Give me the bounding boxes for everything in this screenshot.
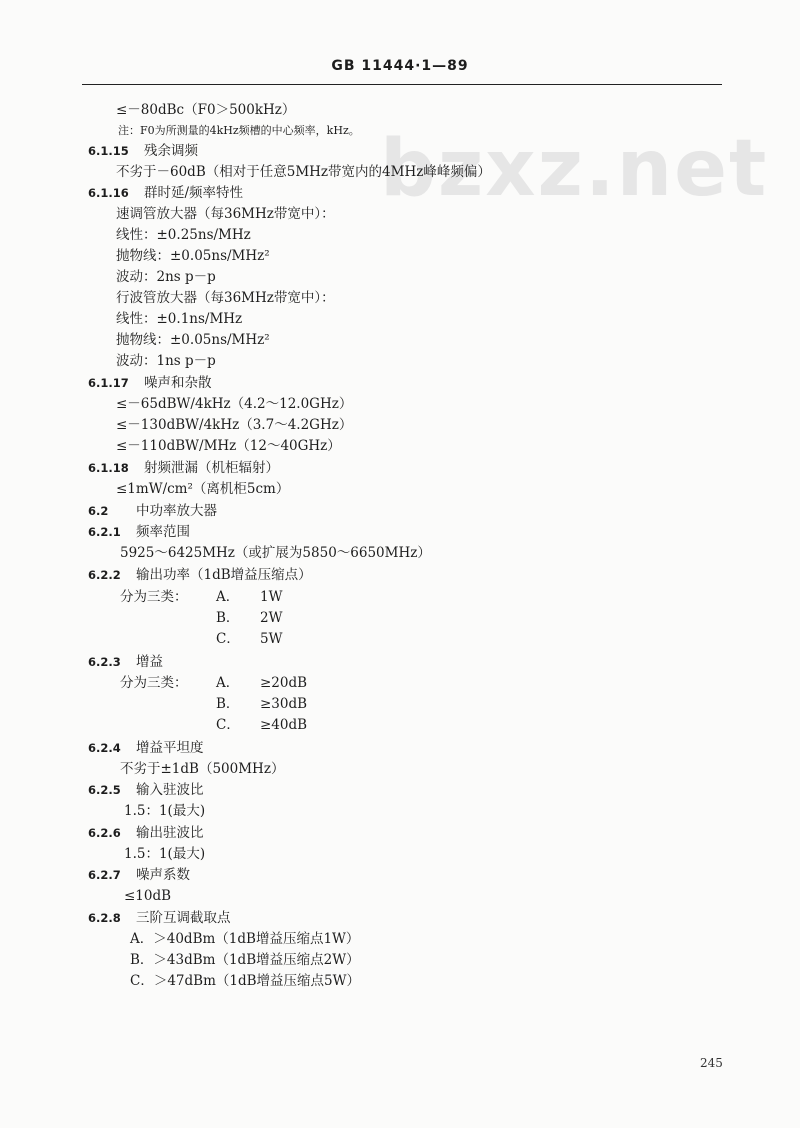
category-row <box>216 630 282 648</box>
section-6-2-6 <box>88 824 204 842</box>
spec-line: 5925～6425MHz（或扩展为5850～6650MHz） <box>120 545 431 561</box>
section-title: 噪声系数 <box>136 867 190 883</box>
spec-line: ≤－130dBW/4kHz（3.7～4.2GHz） <box>116 417 353 433</box>
section-title: 中功率放大器 <box>136 503 217 519</box>
category-row <box>216 695 307 713</box>
section-number: 6.2.2 <box>88 568 121 582</box>
category-row <box>120 588 282 606</box>
header-rule <box>82 84 722 85</box>
option-key: C． <box>216 717 240 733</box>
section-6-2-4 <box>88 739 204 757</box>
spec-line: 1.5：1(最大) <box>124 846 206 862</box>
section-6-1-17 <box>88 374 212 392</box>
section-6-2-8 <box>88 909 231 927</box>
category-label: 分为三类： <box>120 675 188 691</box>
category-label: 分为三类： <box>120 589 188 605</box>
spec-line: ≤10dB <box>124 888 172 904</box>
section-6-2-3 <box>88 653 163 671</box>
spec-line: C．＞47dBm（1dB增益压缩点5W） <box>130 973 360 989</box>
standard-header: GB 11444·1—89 <box>331 58 469 74</box>
section-6-2-5 <box>88 781 204 799</box>
section-number: 6.2.6 <box>88 826 121 840</box>
spec-line: 不劣于±1dB（500MHz） <box>120 761 285 777</box>
section-title: 群时延/频率特性 <box>144 185 244 201</box>
category-row <box>216 716 307 734</box>
note-line: 注：F0为所测量的4kHz频槽的中心频率，kHz。 <box>118 124 360 137</box>
section-number: 6.1.16 <box>88 186 129 200</box>
section-number: 6.1.18 <box>88 461 129 475</box>
spec-line: 抛物线：±0.05ns/MHz² <box>116 248 270 264</box>
spec-line: 线性：±0.1ns/MHz <box>116 311 243 327</box>
section-number: 6.2.3 <box>88 655 121 669</box>
spec-line: ≤－80dBc（F0＞500kHz） <box>116 102 296 118</box>
section-number: 6.2.4 <box>88 741 121 755</box>
section-number: 6.1.17 <box>88 376 129 390</box>
option-key: B． <box>216 610 240 626</box>
spec-line: ≤－110dBW/MHz（12～40GHz） <box>116 438 341 454</box>
section-title: 增益 <box>136 654 163 670</box>
option-key: C． <box>216 631 240 647</box>
option-value: 2W <box>260 610 283 626</box>
section-number: 6.2.8 <box>88 911 121 925</box>
section-title: 三阶互调截取点 <box>136 910 231 926</box>
watermark: bzxz.net <box>380 124 769 214</box>
spec-line: 1.5：1(最大) <box>124 803 206 819</box>
option-value: 5W <box>260 631 283 647</box>
section-number: 6.2.5 <box>88 783 121 797</box>
option-key: B． <box>216 696 240 712</box>
section-6-1-15 <box>88 142 198 160</box>
section-title: 残余调频 <box>144 143 198 159</box>
category-row <box>216 609 282 627</box>
section-title: 增益平坦度 <box>136 740 204 756</box>
section-title: 输入驻波比 <box>136 782 204 798</box>
section-number: 6.1.15 <box>88 144 129 158</box>
option-key: A． <box>216 675 240 691</box>
section-6-2-7 <box>88 866 190 884</box>
section-number: 6.2.1 <box>88 525 121 539</box>
section-number: 6.2.7 <box>88 868 121 882</box>
section-6-2-1 <box>88 523 190 541</box>
section-title: 输出功率（1dB增益压缩点） <box>136 567 312 583</box>
spec-line: 行波管放大器（每36MHz带宽中）： <box>116 290 335 306</box>
spec-line: 线性：±0.25ns/MHz <box>116 227 251 243</box>
spec-line: 不劣于－60dB（相对于任意5MHz带宽内的4MHz峰峰频偏） <box>116 164 491 180</box>
page-number: 245 <box>700 1056 723 1070</box>
section-6-2-2 <box>88 566 312 584</box>
spec-line: ≤1mW/cm²（离机柜5cm） <box>116 481 290 497</box>
spec-line: A．＞40dBm（1dB增益压缩点1W） <box>130 931 360 947</box>
section-title: 频率范围 <box>136 524 190 540</box>
spec-line: ≤－65dBW/4kHz（4.2～12.0GHz） <box>116 396 353 412</box>
option-value: ≥40dB <box>260 717 308 733</box>
option-value: ≥20dB <box>260 675 308 691</box>
option-value: ≥30dB <box>260 696 308 712</box>
category-row <box>120 674 307 692</box>
section-title: 噪声和杂散 <box>144 375 212 391</box>
section-6-2 <box>88 502 217 520</box>
section-6-1-16 <box>88 184 243 202</box>
spec-line: 波动：2ns p－p <box>116 269 216 285</box>
section-title: 射频泄漏（机柜辐射） <box>144 460 279 476</box>
spec-line: 速调管放大器（每36MHz带宽中）： <box>116 206 335 222</box>
section-title: 输出驻波比 <box>136 825 204 841</box>
section-number: 6.2 <box>88 504 109 518</box>
option-value: 1W <box>260 589 283 605</box>
option-key: A． <box>216 589 240 605</box>
spec-line: B．＞43dBm（1dB增益压缩点2W） <box>130 952 360 968</box>
spec-line: 抛物线：±0.05ns/MHz² <box>116 332 270 348</box>
spec-line: 波动：1ns p－p <box>116 353 216 369</box>
section-6-1-18 <box>88 459 279 477</box>
